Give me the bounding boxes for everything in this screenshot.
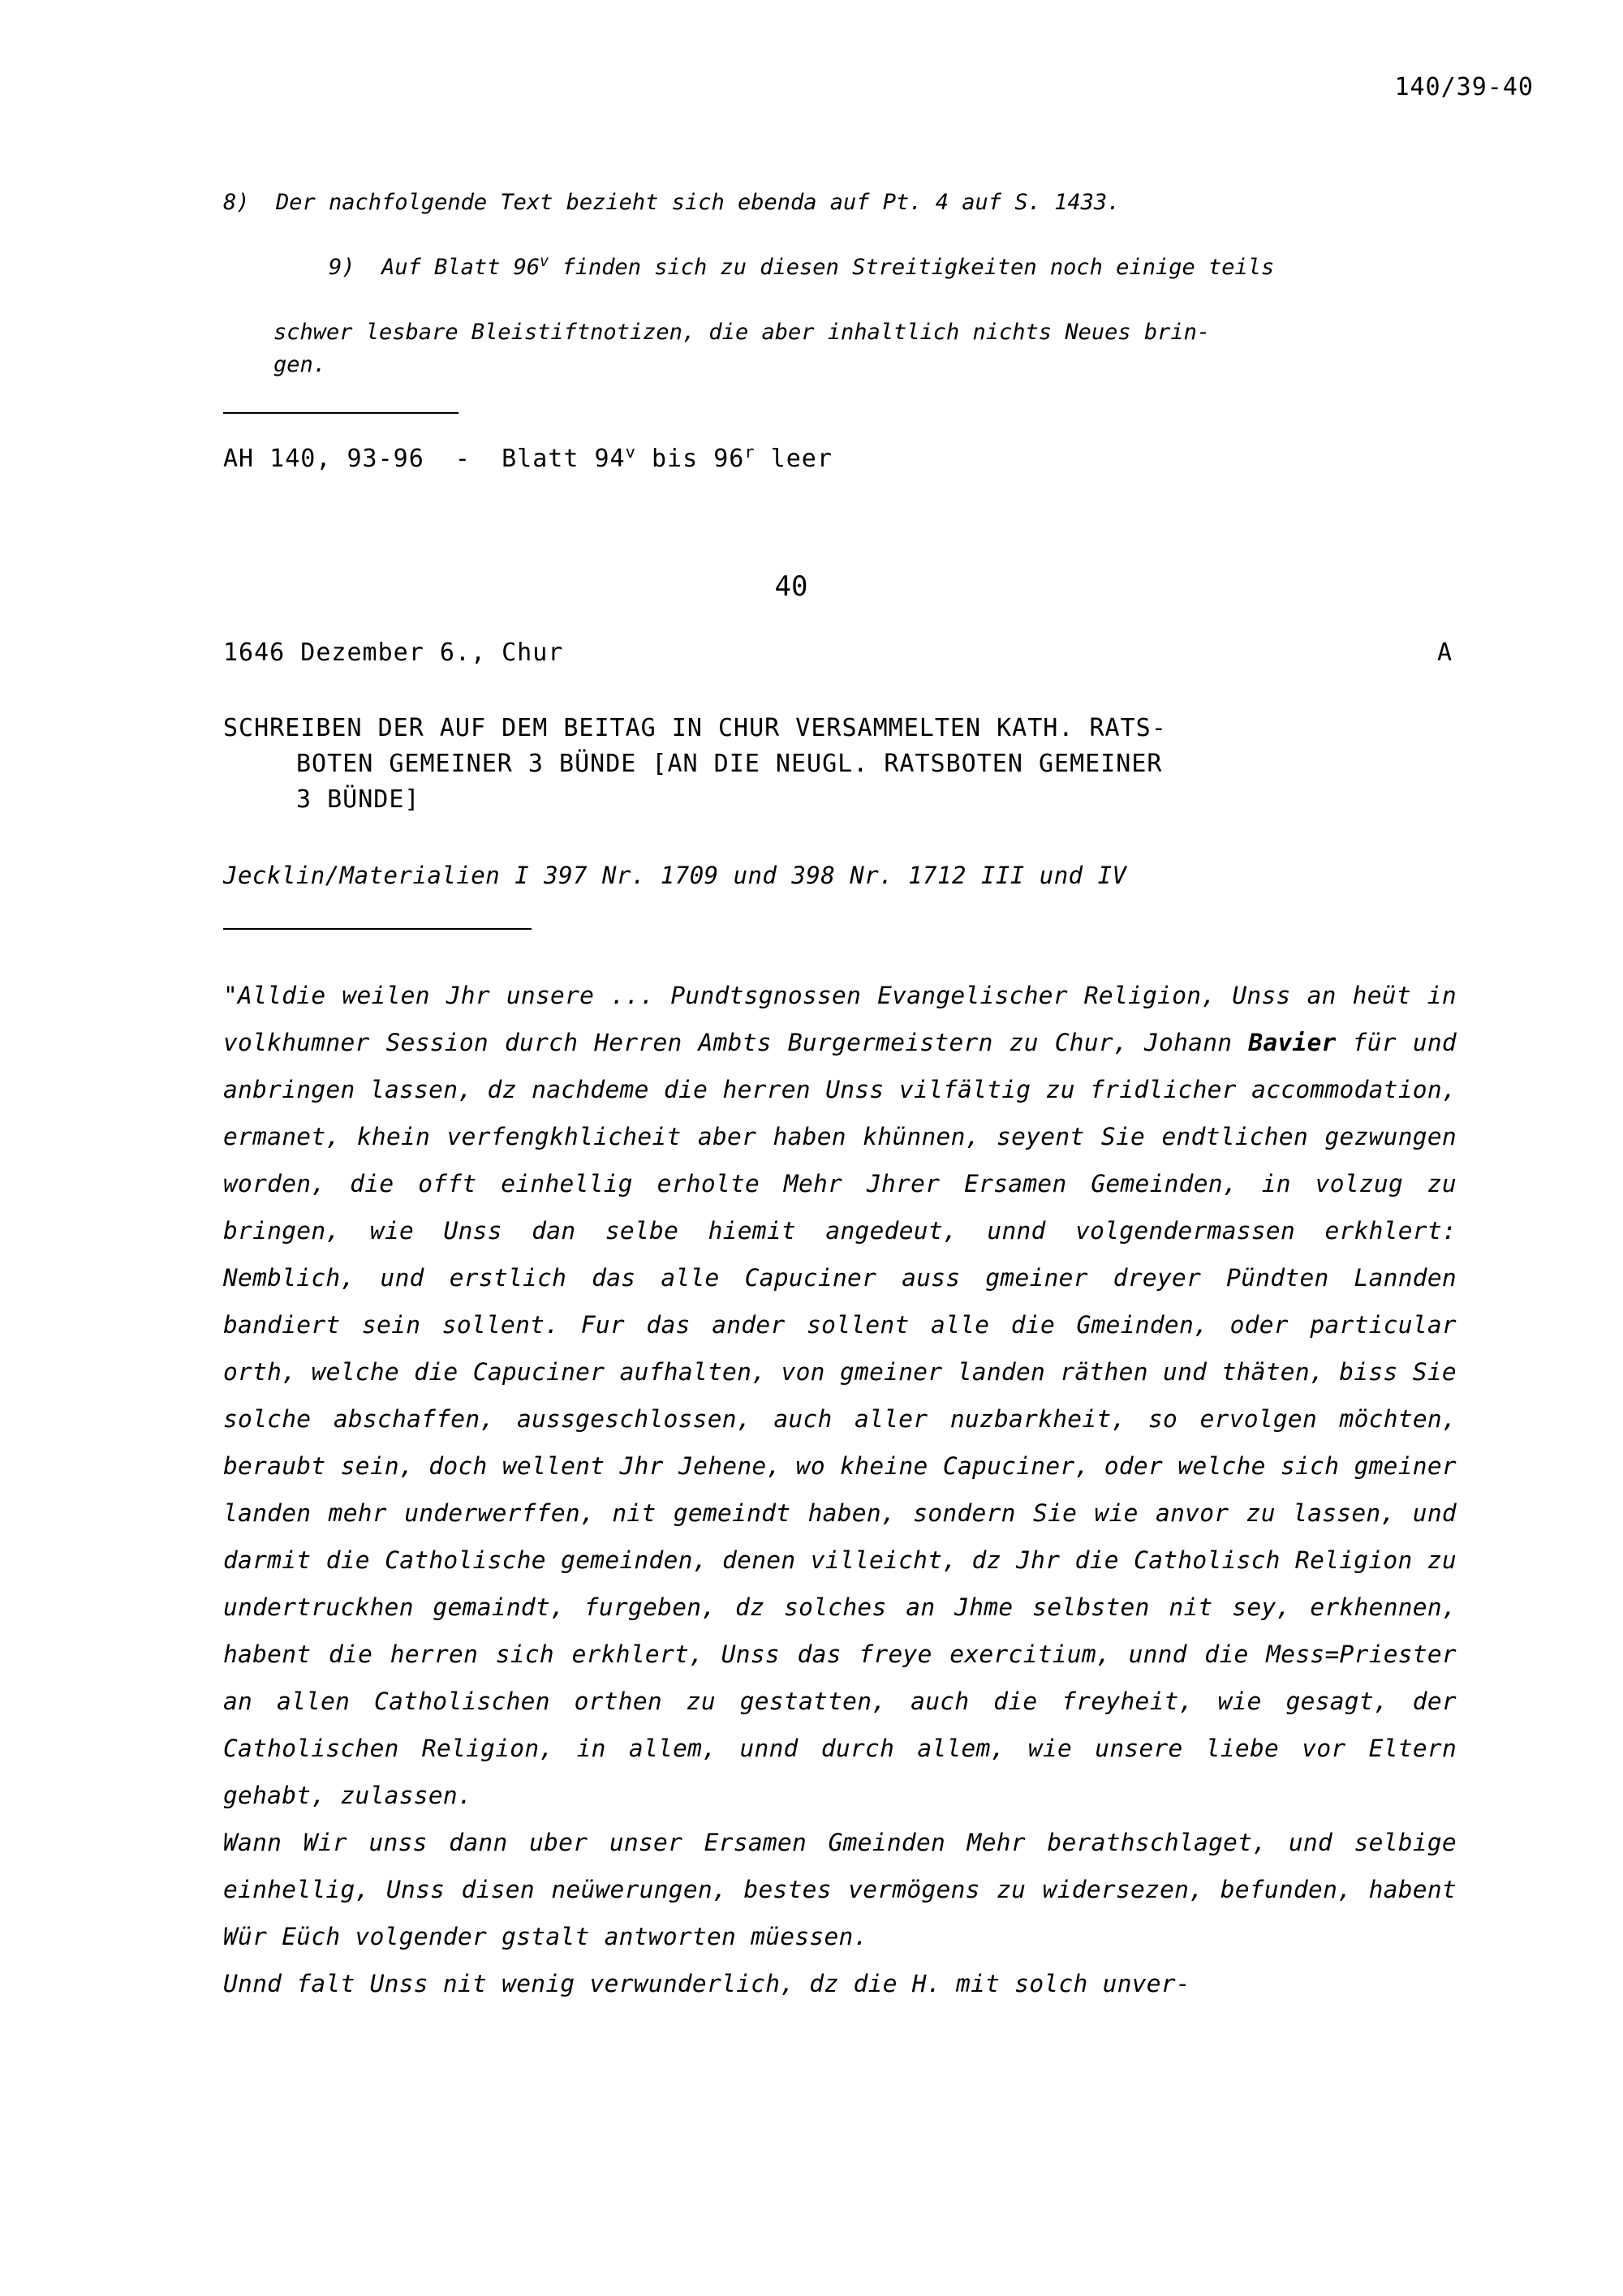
body-paragraph-3: Unnd falt Unss nit wenig verwunderlich, dz die H. mit solch unver-: [223, 1970, 1190, 1997]
document-number: 40: [774, 570, 808, 603]
document-regest: [223, 711, 1457, 818]
footnote-9-text-b: finden sich zu diesen Streitigkeiten noch einige teils: [549, 255, 1275, 280]
footnote-8: 8) Der nachfolgende Text bezieht sich ebenda auf Pt. 4 auf S. 1433.: [223, 190, 1121, 215]
footnote-9-superscript-v: v: [540, 253, 549, 270]
archive-reference-suffix: leer: [755, 445, 833, 473]
body-paragraph-1-pre: "Alldie weilen Jhr unsere ... Pundtsgnossen Evangelischer Religion, Unss an heüt in volkhumner Session durch Herren Ambts Burgermeistern zu Chur, Johann: [223, 982, 1457, 1056]
body-paragraph-1-post: für und anbringen lassen, dz nachdeme die herren Unss vilfältig zu fridlicher accommodation, ermanet, khein verfengkhlicheit aber haben khünnen, seyent Sie endtlichen gezwungen worden, die offt einhellig erholte Mehr Jhrer Ersamen Gemeinden, in volzug zu bringen, wie Unss dan selbe hiemit angedeut, unnd volgendermassen erkhlert: Nemblich, und erstlich das alle Capuciner auss gmeiner dreyer Pündten Lannden bandiert sein sollent. Fur das ander sollent alle die Gmeinden, oder particular orth, welche die Capuciner aufhalten, von gmeiner landen räthen und thäten, biss Sie solche abschaffen, aussgeschlossen, auch aller nuzbarkheit, so ervolgen möchten, beraubt sein, doch wellent Jhr Jehene, wo kheine Capuciner, oder welche sich gmeiner landen mehr underwerffen, nit gemeindt haben, sondern Sie wie anvor zu lassen, und darmit die Catholische gemeinden, denen villeicht, dz Jhr die Catholisch Religion zu undertruckhen gemaindt, furgeben, dz solches an Jhme selbsten nit sey, erkhennen, habent die herren sich erkhlert, Unss das freye exercitium, unnd die Mess=Priester an allen Catholischen orthen zu gestatten, auch die freyheit, wie gesagt, der Catholischen Religion, in allem, unnd durch allem, wie unsere liebe vor Eltern gehabt, zulassen.: [223, 1029, 1457, 1809]
dateline: [223, 638, 1457, 667]
archive-superscript-r: r: [744, 442, 756, 462]
footnote-9-line3: gen.: [273, 352, 327, 377]
regest-line-2: BOTEN GEMEINER 3 BÜNDE [AN DIE NEUGL. RATSBOTEN GEMEINER: [296, 750, 1163, 778]
folio-number: 140/39-40: [1394, 73, 1534, 101]
footnote-9-text-a: 9) Auf Blatt 96: [329, 255, 540, 280]
footnote-9-line2: schwer lesbare Bleistiftnotizen, die aber inhaltlich nichts Neues brin-: [273, 320, 1211, 345]
footnote-9: [223, 219, 1457, 316]
archive-reference-middle: bis 96: [635, 445, 745, 473]
footnotes-block: [223, 187, 1457, 381]
page-content: [223, 187, 1457, 2007]
dateline-date-place: 1646 Dezember 6., Chur: [223, 638, 564, 667]
body-paragraph-2: Wann Wir unss dann uber unser Ersamen Gmeinden Mehr berathschlaget, und selbige einhellig, Unss disen neüwerungen, bestes vermögens zu widersezen, befunden, habent Wür Eüch volgender gstalt antworten müessen.: [223, 1829, 1457, 1950]
archive-superscript-v: v: [625, 442, 636, 462]
horizontal-rule-upper: [223, 412, 458, 414]
body-person-name-bavier: Bavier: [1248, 1029, 1337, 1056]
archive-reference-prefix: AH 140, 93-96 - Blatt 94: [223, 445, 626, 473]
archive-reference: [223, 442, 1457, 473]
body-paragraph-1: [223, 972, 1457, 1819]
regest-line-1: SCHREIBEN DER AUF DEM BEITAG IN CHUR VERSAMMELTEN KATH. RATS-: [223, 714, 1167, 742]
regest-line-3: 3 BÜNDE]: [296, 785, 420, 814]
horizontal-rule-lower: [223, 928, 532, 930]
document-body: [223, 972, 1457, 2007]
dateline-marker: A: [1436, 638, 1453, 667]
source-citation: Jecklin/Materialien I 397 Nr. 1709 und 398 Nr. 1712 III und IV: [223, 862, 1127, 889]
